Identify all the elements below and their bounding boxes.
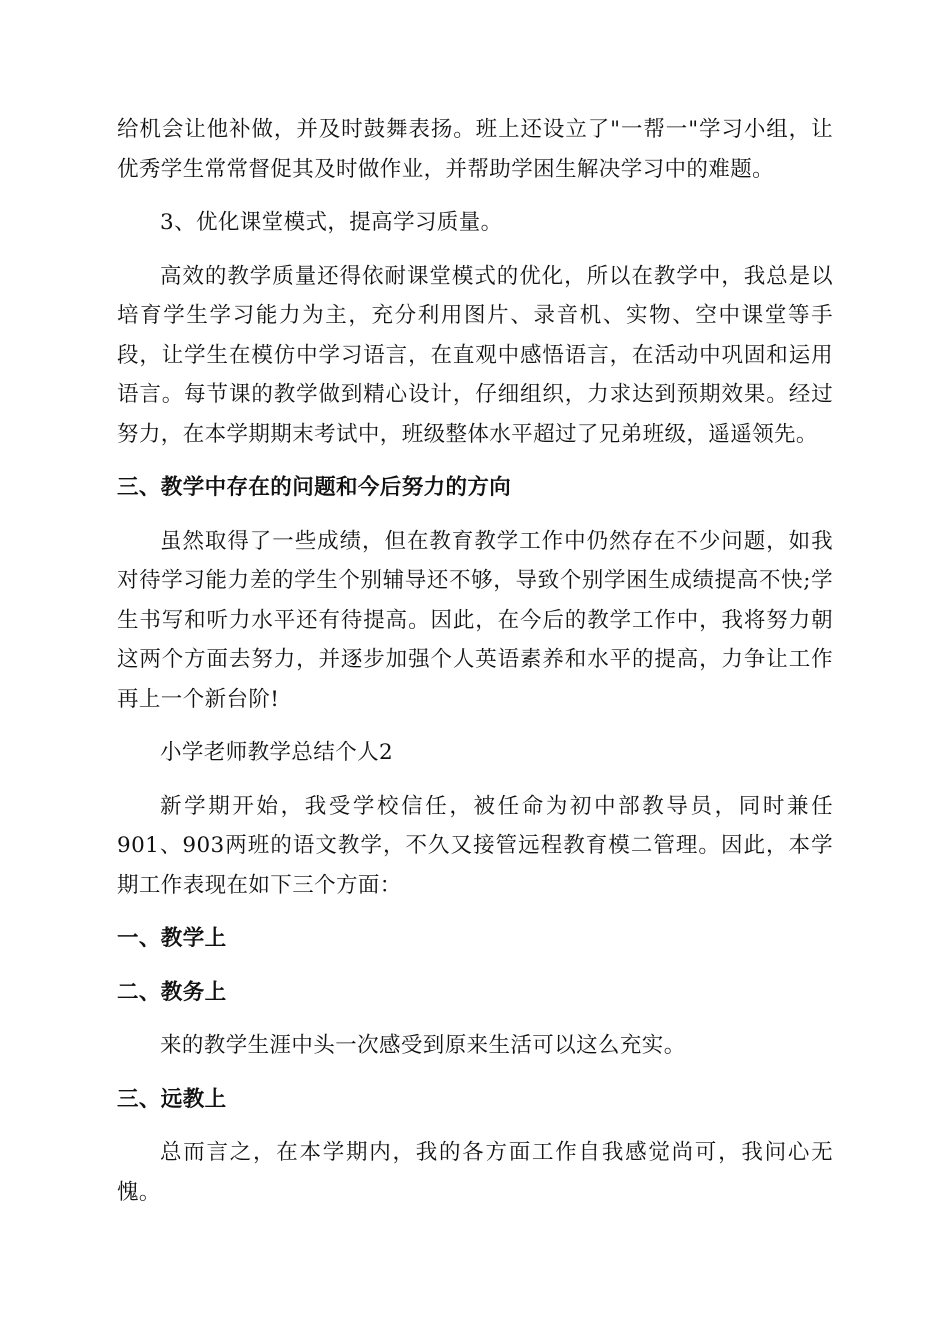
document-body	[117, 110, 833, 1212]
paragraph: 给机会让他补做，并及时鼓舞表扬。班上还设立了"一帮一"学习小组，让优秀学生常常督促其及时做作业，并帮助学困生解决学习中的难题。	[117, 117, 833, 182]
paragraph: 总而言之，在本学期内，我的各方面工作自我感觉尚可，我问心无愧。	[117, 1140, 833, 1205]
section-heading: 三、远教上	[117, 1086, 227, 1112]
paragraph: 虽然取得了一些成绩，但在教育教学工作中仍然存在不少问题，如我对待学习能力差的学生个别辅导还不够，导致个别学困生成绩提高不快;学生书写和听力水平还有待提高。因此，在今后的教学工作中，我将努力朝这两个方面去努力，并逐步加强个人英语素养和水平的提高，力争让工作再上一个新台阶!	[117, 528, 833, 712]
section-heading: 三、教学中存在的问题和今后努力的方向	[117, 475, 512, 500]
paragraph: 高效的教学质量还得依耐课堂模式的优化，所以在教学中，我总是以培育学生学习能力为主，充分利用图片、录音机、实物、空中课堂等手段，让学生在模仿中学习语言，在直观中感悟语言，在活动中巩固和运用语言。每节课的教学做到精心设计，仔细组织，力求达到预期效果。经过努力，在本学期期末考试中，班级整体水平超过了兄弟班级，遥遥领先。	[117, 263, 833, 447]
paragraph: 来的教学生涯中头一次感受到原来生活可以这么充实。	[160, 1033, 686, 1058]
section-heading: 二、教务上	[117, 979, 227, 1005]
section-heading: 一、教学上	[117, 926, 227, 951]
document-subtitle: 小学老师教学总结个人2	[160, 740, 394, 765]
paragraph: 3、优化课堂模式，提高学习质量。	[160, 210, 503, 235]
paragraph: 新学期开始，我受学校信任，被任命为初中部教导员，同时兼任901、903两班的语文教学，不久又接管远程教育模二管理。因此，本学期工作表现在如下三个方面：	[117, 793, 833, 898]
